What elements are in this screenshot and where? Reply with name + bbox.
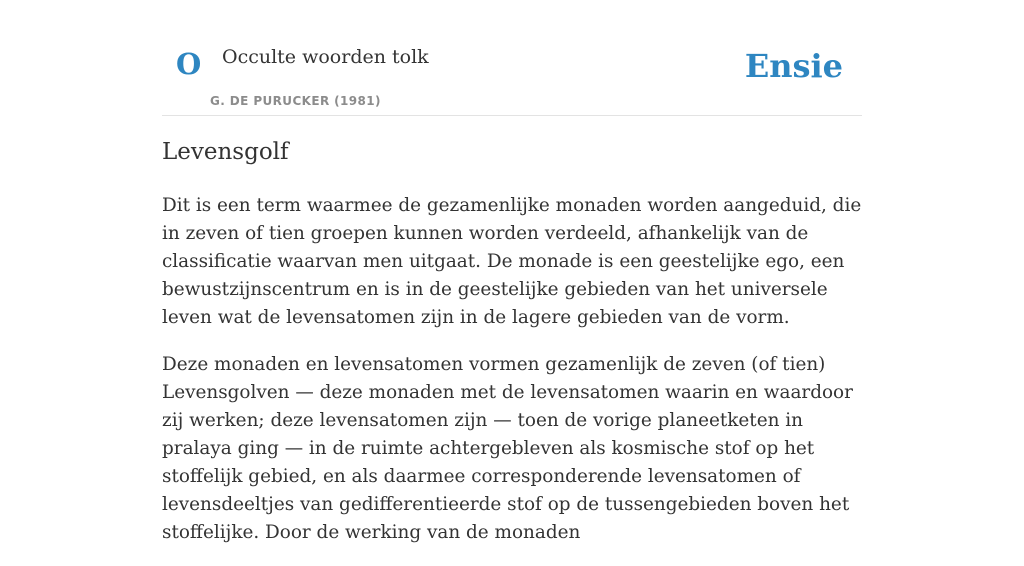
entry-title: Levensgolf xyxy=(162,139,289,165)
book-author: G. DE PURUCKER (1981) xyxy=(210,94,381,108)
ensie-logo[interactable]: Ensie xyxy=(744,47,843,85)
entry-paragraph: Deze monaden en levensatomen vormen gezamenlijk de zeven (of tien) Levensgolven — deze monaden met de levensatomen waarin en waardoor zij werken; deze levensatomen zijn — toen de vorige planeetketen in pralaya ging — in de ruimte achtergebleven als kosmische stof op het stoffelijk gebied, en als daarmee corresponderende levensatomen of levensdeeltjes van gedifferentieerde stof op de tussengebieden boven het stoffelijke. Door de werking van de monaden xyxy=(162,354,853,543)
entry-paragraph: Dit is een term waarmee de gezamenlijke monaden worden aangeduid, die in zeven of tien groepen kunnen worden verdeeld, afhankelijk van de classificatie waarvan men uitgaat. De monade is een geestelijke ego, een bewustzijnscentrum en is in de geestelijke gebieden van het universele leven wat de levensatomen zijn in de lagere gebieden van de vorm. xyxy=(162,195,862,328)
book-title[interactable]: Occulte woorden tolk xyxy=(222,46,429,68)
index-letter[interactable]: O xyxy=(176,47,202,81)
book-header xyxy=(162,0,862,116)
entry-content xyxy=(162,192,862,566)
